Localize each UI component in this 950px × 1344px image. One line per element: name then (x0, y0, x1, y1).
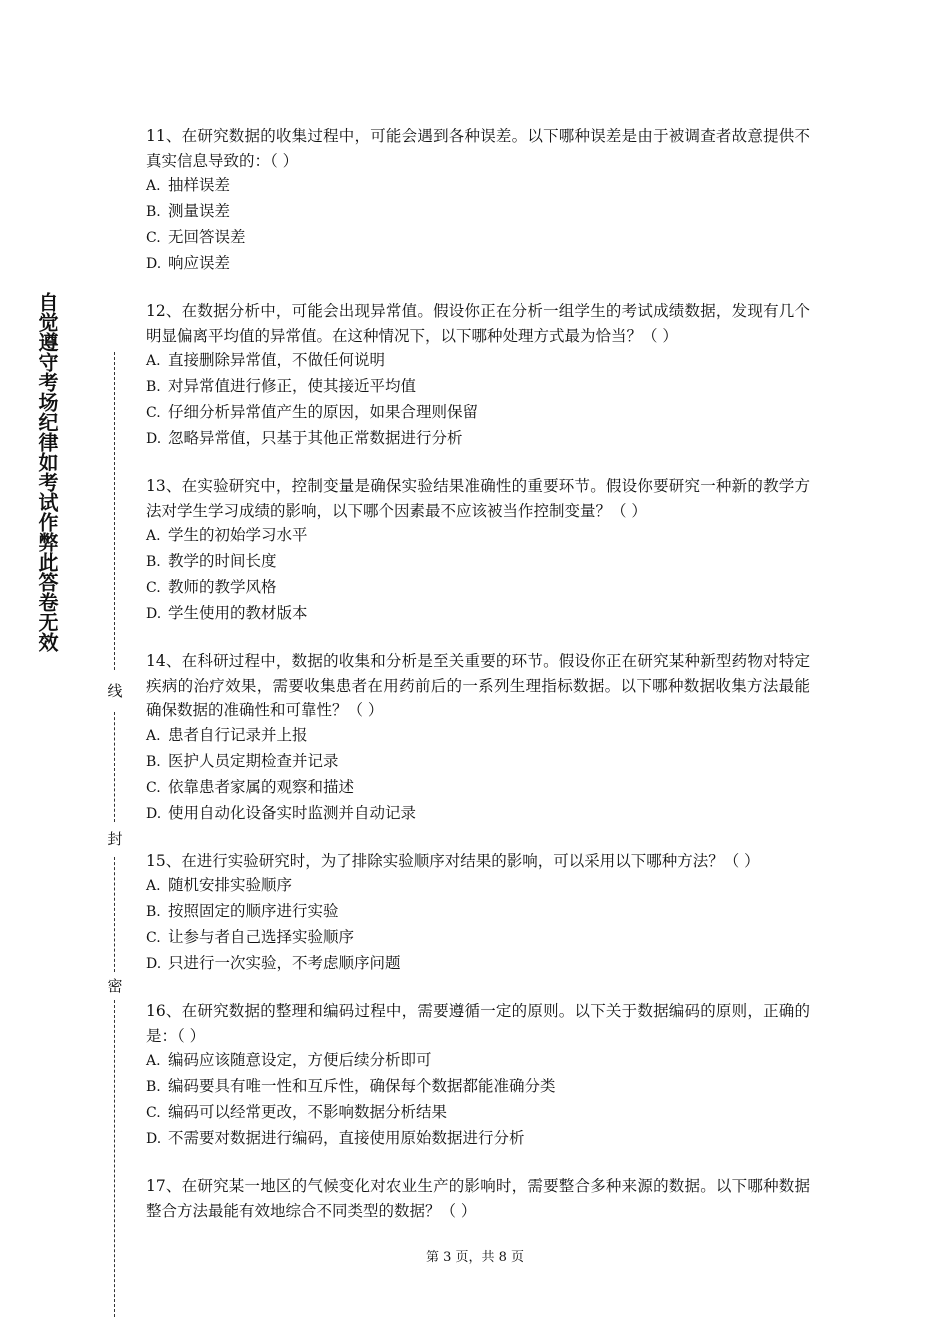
binding-dash-segment (114, 352, 115, 670)
option-letter: A. (146, 878, 161, 894)
option-text: 使用自动化设备实时监测并自动记录 (168, 803, 417, 822)
binding-mark-seal: 封 (107, 830, 123, 848)
option-text: 医护人员定期检查并记录 (168, 751, 339, 770)
binding-line (108, 352, 122, 1317)
option-letter: B. (146, 554, 161, 570)
option-text: 教学的时间长度 (168, 552, 277, 570)
option-d (146, 801, 810, 827)
option-text: 编码应该随意设定，方便后续分析即可 (168, 1051, 432, 1069)
option-letter: B. (146, 904, 161, 920)
option-b (146, 374, 810, 400)
option-text: 直接删除异常值，不做任何说明 (168, 351, 386, 369)
question-stem: 15、在进行实验研究时，为了排除实验顺序对结果的影响，可以采用以下哪种方法？（ ） (146, 851, 760, 870)
option-letter: A. (146, 1053, 161, 1069)
option-text: 忽略异常值，只基于其他正常数据进行分析 (168, 429, 463, 447)
option-letter: B. (146, 379, 161, 395)
option-text: 不需要对数据进行编码，直接使用原始数据进行分析 (168, 1129, 525, 1147)
question-12 (146, 299, 810, 452)
option-text: 学生使用的教材版本 (168, 604, 308, 622)
option-c (146, 925, 810, 951)
question-14 (146, 649, 810, 827)
page-number: 第 3 页，共 8 页 (425, 1250, 525, 1265)
option-letter: D. (146, 805, 162, 822)
option-letter: D. (146, 256, 162, 272)
option-a (146, 523, 810, 549)
option-text: 测量误差 (168, 202, 231, 220)
option-text: 对异常值进行修正，使其接近平均值 (168, 377, 417, 395)
option-letter: B. (146, 204, 161, 220)
option-letter: A. (146, 178, 161, 194)
question-list (146, 124, 810, 1245)
option-letter: C. (146, 1105, 161, 1121)
binding-dash-segment (114, 712, 115, 822)
option-text: 依靠患者家属的观察和描述 (168, 777, 355, 796)
option-letter: A. (146, 528, 161, 544)
option-a (146, 173, 810, 199)
option-letter: B. (146, 753, 161, 770)
question-13 (146, 474, 810, 627)
option-letter: C. (146, 405, 161, 421)
option-c (146, 225, 810, 251)
option-text: 随机安排实验顺序 (168, 876, 293, 894)
option-text: 编码可以经常更改，不影响数据分析结果 (168, 1103, 448, 1121)
option-c (146, 775, 810, 801)
question-stem: 12、在数据分析中，可能会出现异常值。假设你正在分析一组学生的考试成绩数据，发现有几个明显偏离平均值的异常值。在这种情况下，以下哪种处理方式最为恰当？（ ） (146, 302, 810, 345)
option-text: 学生的初始学习水平 (168, 526, 308, 544)
question-stem: 11、在研究数据的收集过程中，可能会遇到各种误差。以下哪种误差是由于被调查者故意提供不真实信息导致的：（ ） (146, 127, 810, 170)
option-text: 教师的教学风格 (168, 578, 277, 596)
option-b (146, 549, 810, 575)
option-letter: C. (146, 230, 161, 246)
option-letter: D. (146, 431, 162, 447)
option-text: 按照固定的顺序进行实验 (168, 902, 339, 920)
question-stem: 13、在实验研究中，控制变量是确保实验结果准确性的重要环节。假设你要研究一种新的教学方法对学生学习成绩的影响，以下哪个因素最不应该被当作控制变量？（ ） (146, 477, 810, 520)
option-letter: B. (146, 1079, 161, 1095)
option-d (146, 251, 810, 277)
option-letter: C. (146, 779, 161, 796)
question-15 (146, 849, 810, 978)
option-letter: D. (146, 606, 162, 622)
question-16 (146, 999, 810, 1152)
binding-dash-segment (114, 857, 115, 972)
option-text: 患者自行记录并上报 (168, 725, 308, 744)
binding-dash-segment (114, 1000, 115, 1317)
option-text: 无回答误差 (168, 228, 246, 246)
option-letter: C. (146, 580, 161, 596)
option-letter: C. (146, 930, 161, 946)
option-c (146, 1100, 810, 1126)
option-c (146, 400, 810, 426)
option-letter: D. (146, 1131, 162, 1147)
option-b (146, 749, 810, 775)
binding-mark-line: 线 (107, 682, 123, 700)
question-17 (146, 1174, 810, 1223)
question-stem: 16、在研究数据的整理和编码过程中，需要遵循一定的原则。以下关于数据编码的原则，正确的是：（ ） (146, 1002, 810, 1045)
option-text: 仔细分析异常值产生的原因，如果合理则保留 (168, 403, 479, 421)
option-b (146, 899, 810, 925)
option-text: 编码要具有唯一性和互斥性，确保每个数据都能准确分类 (168, 1077, 556, 1095)
exam-discipline-notice: 自觉遵守考场纪律如考试作弊此答卷无效 (35, 292, 59, 652)
option-a (146, 1048, 810, 1074)
option-d (146, 426, 810, 452)
option-d (146, 601, 810, 627)
option-letter: A. (146, 353, 161, 369)
option-letter: A. (146, 727, 161, 744)
option-text: 抽样误差 (168, 176, 231, 194)
option-d (146, 1126, 810, 1152)
question-11 (146, 124, 810, 277)
option-b (146, 1074, 810, 1100)
binding-mark-secret: 密 (107, 977, 123, 995)
option-a (146, 873, 810, 899)
option-text: 只进行一次实验，不考虑顺序问题 (168, 954, 401, 972)
option-letter: D. (146, 956, 162, 972)
option-d (146, 951, 810, 977)
option-c (146, 575, 810, 601)
option-b (146, 199, 810, 225)
option-a (146, 723, 810, 749)
option-a (146, 348, 810, 374)
option-text: 响应误差 (168, 254, 231, 272)
option-text: 让参与者自己选择实验顺序 (168, 928, 355, 946)
question-stem: 17、在研究某一地区的气候变化对农业生产的影响时，需要整合多种来源的数据。以下哪种数据整合方法最能有效地综合不同类型的数据？（ ） (146, 1177, 810, 1220)
question-stem: 14、在科研过程中，数据的收集和分析是至关重要的环节。假设你正在研究某种新型药物对特定疾病的治疗效果，需要收集患者在用药前后的一系列生理指标数据。以下哪种数据收集方法最能确保数据的准确性和可靠性？（ ） (146, 652, 810, 719)
